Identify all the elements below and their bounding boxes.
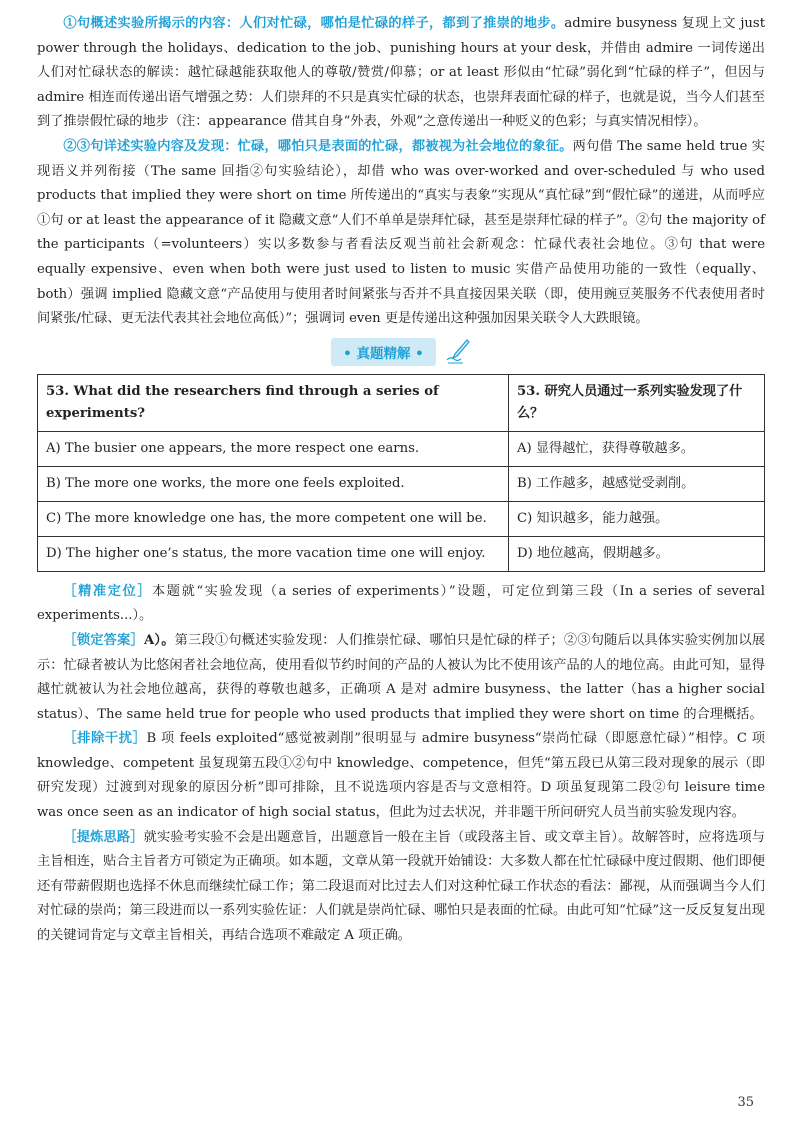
- precise-location-tag: ［精准定位］: [63, 583, 153, 599]
- section-exclude-distractors: [37, 727, 765, 825]
- pen-icon: [445, 338, 471, 368]
- analysis-paragraph-1: [37, 12, 765, 135]
- refine-thinking-text: 就实验考实验不会是出题意旨，出题意旨一般在主旨（或段落主旨、或文章主旨）。故解答时，应将选项与主旨相连，贴合主旨者方可锁定为正确项。如本题，文章从第一段就开始铺设：大多数人都在忙忙碌碌中度过假期、他们即便还有带薪假期也选择不休息而继续忙碌工作；第二段退而对比过去人们对这种忙碌工作状态的看法：鄙视，从而强调当今人们对忙碌的崇尚；第三段进而以一系列实验佐证：人们就是崇尚忙碌、哪怕只是表面的忙碌。由此可知“忙碌”这一反反复复出现的关键词肯定与文章主旨相关，再结合选项不难敲定 A 项正确。: [37, 829, 765, 944]
- option-c-chinese: C) 知识越多，能力越强。: [509, 501, 765, 536]
- option-b-chinese: B) 工作越多，越感觉受剥削。: [509, 466, 765, 501]
- paragraph-2-highlight: ②③句详述实验内容及发现：忙碌，哪怕只是表面的忙碌，都被视为社会地位的象征。: [63, 138, 573, 154]
- option-a-chinese: A) 显得越忙，获得尊敬越多。: [509, 431, 765, 466]
- section-refine-thinking: [37, 826, 765, 949]
- option-a-english: A) The busier one appears, the more respect one earns.: [38, 431, 509, 466]
- analysis-paragraph-2: [37, 135, 765, 332]
- option-d-chinese: D) 地位越高，假期越多。: [509, 536, 765, 571]
- page-number: 35: [737, 1095, 754, 1110]
- option-row-b: [38, 466, 765, 501]
- answer-value: A）。: [143, 632, 175, 648]
- lock-answer-tag: ［锁定答案］: [63, 632, 144, 648]
- exclude-distractors-tag: ［排除干扰］: [63, 731, 147, 747]
- section-lock-answer: [37, 629, 765, 727]
- section-banner: [331, 338, 436, 366]
- exclude-distractors-text: B 项 feels exploited“感觉被剥削”很明显与 admire busyness“崇尚忙碌（即愿意忙碌）”相悖。C 项 knowledge、competent 虽复现第五段①②句中 knowledge、competence，但凭“第五段已从第三段对现象的展示（即研究发现）过渡到对现象的原因分析”即可排除，且不说选项内容是否与文意相符。D 项虽复现第二段②句 leisure time was once seen as an indicator of high social status，但此为过去状况，并非题干所问研究人员当前实验发现内容。: [37, 731, 766, 821]
- option-c-english: C) The more knowledge one has, the more competent one will be.: [38, 501, 509, 536]
- question-english: 53. What did the researchers find through a series of experiments?: [38, 374, 509, 431]
- section-precise-location: [37, 580, 765, 629]
- question-chinese: 53. 研究人员通过一系列实验发现了什么？: [509, 374, 765, 431]
- refine-thinking-tag: ［提炼思路］: [63, 829, 144, 845]
- option-row-c: [38, 501, 765, 536]
- paragraph-1-text: admire busyness 复现上文 just power through the holidays、dedication to the job、punishing hours at your desk，并借由 admire 一词传递出人们对忙碌状态的解读：越忙碌越能获取他人的尊敬/赞赏/仰慕；or at least 形似由“忙碌”弱化到“忙碌的样子”，但因与 admire 相连而传递出语气增强之势：人们崇拜的不只是真实忙碌的状态，也崇拜表面忙碌的样子，也就是说，当今人们甚至到了推崇假忙碌的地步（注：appearance 借其自身“外表，外观”之意传递出一种贬义的色彩；与真实情况相悖）。: [37, 16, 765, 130]
- page-content: [37, 12, 765, 949]
- option-d-english: D) The higher one’s status, the more vacation time one will enjoy.: [38, 536, 509, 571]
- option-row-a: [38, 431, 765, 466]
- question-table: [37, 374, 765, 572]
- paragraph-2-text: 两句借 The same held true 实现语义并列衔接（The same 回指②句实验结论），却借 who was over-worked and over-scheduled 与 who used products that implied they were short on time 所传递出的“真实与表象”实现从“真忙碌”到“假忙碌”的递进，从而呼应①句 or at least the appearance of it 隐藏文意“人们不单单是崇拜忙碌，甚至是崇拜忙碌的样子”。②句 the majority of the participants（=volunteers）实以多数参与者看法反观当前社会新观念：忙碌代表社会地位。③句 that were equally expensive、even when both were just used to listen to music 实借产品使用功能的一致性（equally、both）强调 implied 隐藏文意“产品使用与使用者时间紧张与否并不具直接因果关联（即，使用豌豆荚服务不代表使用者时间紧张/忙碌、更无法代表其社会地位高低）”；强调词 even 更是传递出这种强加因果关联令人大跌眼镜。: [37, 138, 765, 327]
- section-banner-label: • 真题精解 •: [343, 345, 424, 362]
- question-row: [38, 374, 765, 431]
- option-row-d: [38, 536, 765, 571]
- precise-location-text: 本题就“实验发现（a series of experiments）”设题，可定位到第三段（In a series of several experiments...）。: [37, 583, 766, 624]
- paragraph-1-highlight: ①句概述实验所揭示的内容：人们对忙碌，哪怕是忙碌的样子，都到了推崇的地步。: [63, 16, 565, 31]
- lock-answer-text: 第三段①句概述实验发现：人们推崇忙碌、哪怕只是忙碌的样子；②③句随后以具体实验实例加以展示：忙碌者被认为比悠闲者社会地位高，使用看似节约时间的产品的人被认为比不使用该产品的人的地位高。由此可知，显得越忙就被认为社会地位越高，获得的尊敬也越多，正确项 A 是对 admire busyness、the latter（has a higher social status）、The same held true for people who used products that implied they were short on time 的合理概括。: [37, 632, 766, 722]
- option-b-english: B) The more one works, the more one feels exploited.: [38, 466, 509, 501]
- section-banner-wrap: [37, 338, 765, 368]
